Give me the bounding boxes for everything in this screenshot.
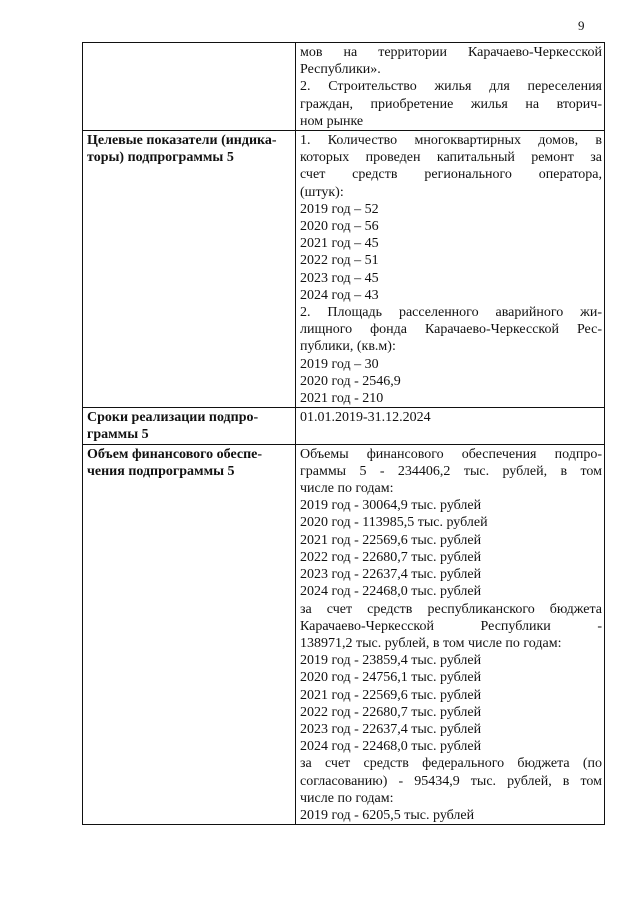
financing-cell [296, 444, 605, 824]
row-label-financing [83, 444, 296, 824]
indicator-value: 2024 год – 43 [300, 287, 379, 303]
text-line: 2. Площадь расселенного аварийного жи- [300, 305, 602, 321]
table-row-terms [83, 408, 605, 444]
indicator-value: 2019 год – 52 [300, 201, 379, 217]
indicators-cell [296, 131, 605, 408]
financing-value: 2024 год - 22468,0 тыс. рублей [300, 739, 482, 755]
financing-value: 2023 год - 22637,4 тыс. рублей [300, 721, 482, 737]
text-line: числе по годам: [300, 790, 394, 806]
text-line: лищного фонда Карачаево-Черкесской Рес- [300, 322, 602, 338]
text-line: счет средств регионального оператора, [300, 167, 602, 183]
financing-value: 2019 год - 23859,4 тыс. рублей [300, 653, 482, 669]
label-line: торы) подпрограммы 5 [87, 150, 234, 166]
table-row-financing [83, 444, 605, 824]
financing-value: 2020 год - 24756,1 тыс. рублей [300, 670, 482, 686]
financing-value: 2023 год - 22637,4 тыс. рублей [300, 567, 482, 583]
indicator-value: 2019 год – 30 [300, 356, 379, 372]
table-row-indicators [83, 131, 605, 408]
text-line: которых проведен капитальный ремонт за [300, 150, 602, 166]
text-line: 138971,2 тыс. рублей, в том числе по годам: [300, 635, 562, 651]
text-line: 2. Строительство жилья для переселения [300, 79, 602, 95]
terms-value: 01.01.2019-31.12.2024 [300, 410, 431, 426]
text-line: за счет средств федерального бюджета (по [300, 756, 602, 772]
terms-cell [296, 408, 605, 444]
financing-value: 2022 год - 22680,7 тыс. рублей [300, 549, 482, 565]
text-line: 1. Количество многоквартирных домов, в [300, 133, 602, 149]
financing-value: 2021 год - 22569,6 тыс. рублей [300, 532, 482, 548]
text-line: Карачаево-Черкесской Республики - [300, 618, 602, 634]
label-line: чения подпрограммы 5 [87, 463, 235, 479]
text-line: за счет средств республиканского бюджета [300, 601, 602, 617]
financing-value: 2021 год - 22569,6 тыс. рублей [300, 687, 482, 703]
page-number: 9 [578, 18, 585, 33]
indicator-value: 2022 год – 51 [300, 253, 379, 269]
text-line: ном рынке [300, 113, 364, 129]
table-row-continuation [83, 43, 605, 131]
financing-value: 2024 год - 22468,0 тыс. рублей [300, 584, 482, 600]
indicator-value: 2020 год – 56 [300, 219, 379, 235]
indicator-value: 2020 год - 2546,9 [300, 373, 401, 389]
financing-value: 2019 год - 30064,9 тыс. рублей [300, 498, 482, 514]
row-label-indicators [83, 131, 296, 408]
text-line: публики, (кв.м): [300, 339, 396, 355]
indicator-value: 2021 год – 45 [300, 236, 379, 252]
financing-value: 2020 год - 113985,5 тыс. рублей [300, 515, 488, 531]
text-line: Республики». [300, 62, 381, 78]
text-line: граждан, приобретение жилья на вторич- [300, 96, 602, 112]
label-line: Объем финансового обеспе- [87, 446, 263, 462]
continuation-cell [296, 43, 605, 131]
label-line: Сроки реализации подпро- [87, 410, 259, 426]
financing-value: 2022 год - 22680,7 тыс. рублей [300, 704, 482, 720]
subprogram-passport-table [82, 42, 605, 825]
text-line: мов на территории Карачаево-Черкесской [300, 45, 602, 60]
text-line: Объемы финансового обеспечения подпро- [300, 446, 602, 462]
text-line: числе по годам: [300, 481, 394, 497]
label-line: граммы 5 [87, 427, 149, 443]
text-line: граммы 5 - 234406,2 тыс. рублей, в том [300, 463, 602, 479]
label-line: Целевые показатели (индика- [87, 133, 277, 149]
text-line: согласованию) - 95434,9 тыс. рублей, в том [300, 773, 602, 789]
indicator-value: 2021 год - 210 [300, 391, 384, 407]
indicator-value: 2023 год – 45 [300, 270, 379, 286]
row-label-empty [83, 43, 296, 131]
row-label-terms [83, 408, 296, 444]
financing-value: 2019 год - 6205,5 тыс. рублей [300, 807, 475, 823]
text-line: (штук): [300, 184, 344, 200]
